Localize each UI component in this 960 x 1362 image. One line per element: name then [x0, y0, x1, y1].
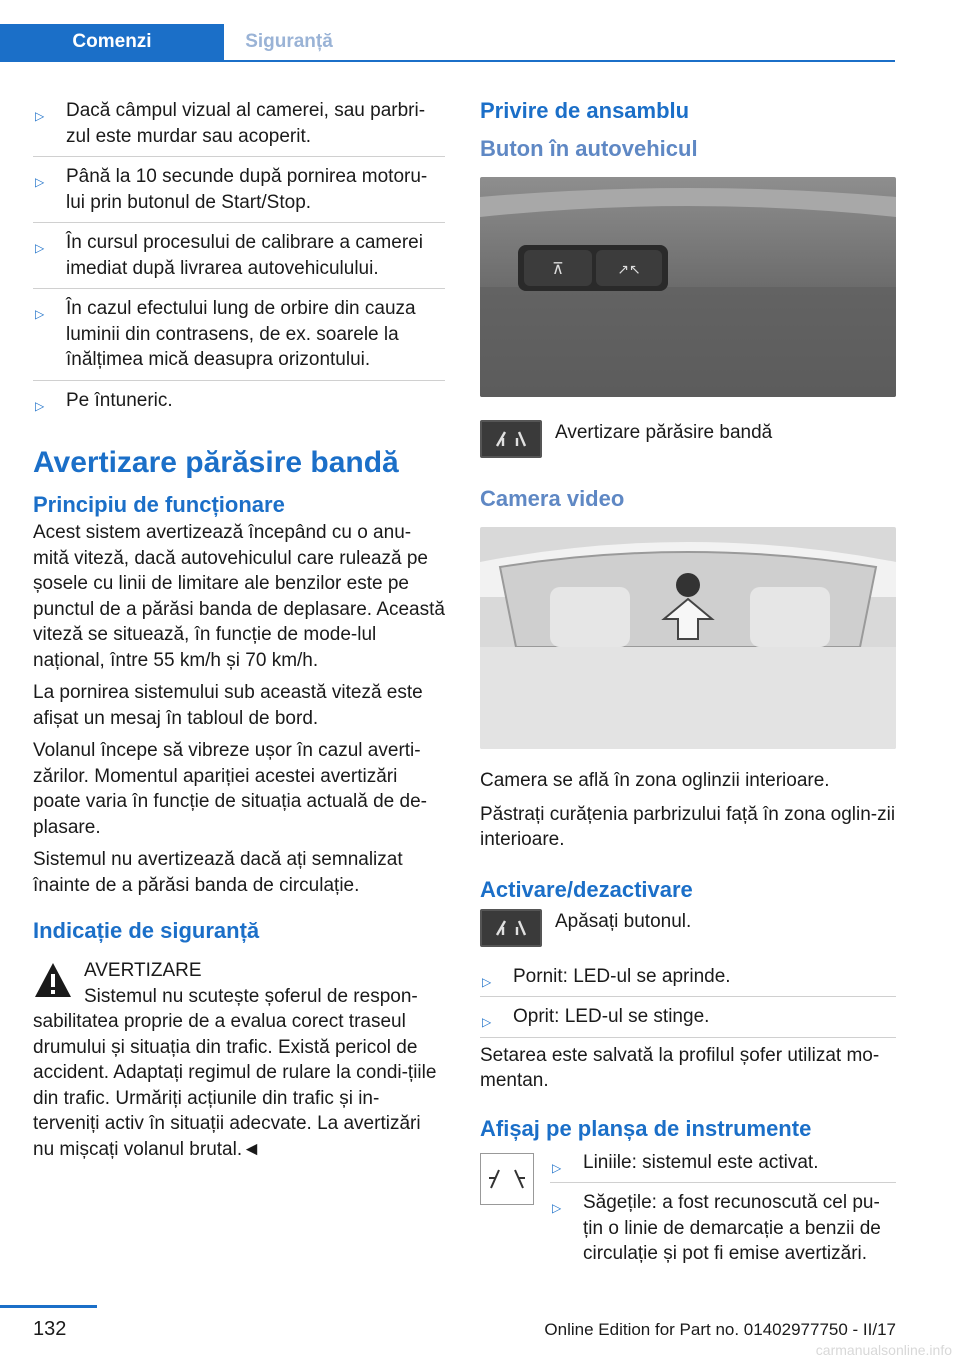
cluster-row — [480, 1143, 896, 1274]
activation-heading: Activare/dezactivare — [480, 876, 693, 902]
list-item: ▷ Pornit: LED-ul se aprinde. — [480, 957, 896, 998]
button-caption-row — [480, 420, 896, 464]
triangle-bullet-icon: ▷ — [35, 175, 45, 189]
list-item: ▷ În cursul procesului de calibrare a camerei imediat după livrarea autovehiculului. — [33, 223, 445, 289]
camera-photo — [480, 527, 896, 749]
svg-text:⊼: ⊼ — [552, 259, 564, 278]
watermark: carmanualsonline.info — [815, 1342, 952, 1358]
triangle-bullet-icon: ▷ — [35, 241, 45, 255]
warning-label: AVERTIZARE — [84, 960, 202, 981]
list-item: ▷ Săgețile: a fost recunoscută cel pu-țin o linie de demarcație a benzii de circulație și pot fi emise avertizări. — [552, 1192, 881, 1264]
principle-heading: Principiu de funcționare — [33, 492, 285, 517]
svg-text:↗↖: ↗↖ — [617, 262, 641, 278]
button-photo — [480, 177, 896, 397]
warning-text: Sistemul nu scutește șoferul de respon-sabilitatea proprie de a evalua corect traseul drumului și situația din trafic. Există pericol de accident. Adaptați regimul de rulare la condi-țiile din trafic. Urmăriți acțiunile din trafic și in-terveniți activ în situații adecvate. La avertizări nu mișcați volanul brutal.◄ — [33, 985, 437, 1160]
list-item: ▷ Oprit: LED-ul se stinge. — [480, 997, 896, 1038]
list-item: ▷ În cazul efectului lung de orbire din cauza luminii din contrasens, de ex. soarele la înălțimea mică deasupra orizontului. — [33, 289, 445, 381]
warning-triangle-icon — [33, 961, 73, 999]
profile-text: Setarea este salvată la profilul șofer utilizat mo-mentan. — [480, 1044, 880, 1091]
edition-text: Online Edition for Part no. 01402977750 - II/17 — [544, 1320, 896, 1339]
section-title: Avertizare părăsire bandă — [33, 446, 399, 479]
list-item: ▷ Până la 10 secunde după pornirea motoru-lui prin butonul de Start/Stop. — [33, 157, 445, 223]
overview-heading: Privire de ansamblu — [480, 98, 690, 123]
safety-heading: Indicație de siguranță — [33, 918, 260, 943]
list-item: ▷ Liniile: sistemul este activat. — [550, 1143, 896, 1184]
camera-heading: Camera video — [480, 486, 625, 511]
activation-row — [480, 909, 896, 953]
activation-list — [480, 957, 896, 1038]
cluster-lines-icon — [480, 1153, 534, 1205]
triangle-bullet-icon: ▷ — [552, 1160, 562, 1175]
button-caption: Avertizare părăsire bandă — [555, 422, 773, 443]
camera-paragraph: Păstrați curățenia parbrizului față în zona oglin-zii interioare. — [480, 803, 896, 850]
principle-paragraph: La pornirea sistemului sub această viteză este afișat un mesaj în tabloul de bord. — [33, 682, 423, 729]
tab-underline — [0, 60, 895, 62]
principle-paragraph: Acest sistem avertizează începând cu o anu-mită viteză, dacă autovehiculul care rulează pe șosele cu linii de limitare ale benzilor este pe punctul de a părăsi banda de deplasare. Această viteză se situează, în funcție de mode-lul național, între 55 km/h și 70 km/h. — [33, 522, 445, 671]
tab-siguranta[interactable]: Siguranță — [245, 31, 333, 52]
warning-block — [33, 958, 445, 984]
list-item: ▷ Pe întuneric. — [33, 381, 445, 421]
button-heading: Buton în autovehicul — [480, 136, 698, 161]
press-button-text: Apăsați butonul. — [555, 910, 692, 932]
cluster-list — [550, 1143, 896, 1274]
triangle-bullet-icon: ▷ — [35, 307, 45, 321]
triangle-bullet-icon: ▷ — [552, 1201, 562, 1215]
left-column — [33, 98, 445, 1162]
triangle-bullet-icon: ▷ — [482, 1015, 492, 1029]
triangle-bullet-icon: ▷ — [35, 398, 45, 413]
footer-rule — [0, 1305, 97, 1308]
right-column — [480, 98, 896, 1274]
principle-paragraph: Sistemul nu avertizează dacă ați semnalizat înainte de a părăsi banda de circulație. — [33, 849, 403, 896]
conditions-list — [33, 91, 445, 420]
page-number: 132 — [33, 1318, 67, 1340]
top-tab-bar — [0, 24, 895, 62]
triangle-bullet-icon: ▷ — [35, 109, 45, 123]
triangle-bullet-icon: ▷ — [482, 974, 492, 989]
lane-departure-icon — [480, 420, 542, 458]
principle-paragraph: Volanul începe să vibreze ușor în cazul averti-zărilor. Momentul apariției acestei avertizări poate varia în funcție de situația actuală de de-plasare. — [33, 740, 427, 838]
lane-departure-button-icon — [480, 909, 542, 947]
list-item: ▷ Dacă câmpul vizual al camerei, sau parbri-zul este murdar sau acoperit. — [33, 91, 445, 157]
cluster-heading: Afișaj pe planșa de instrumente — [480, 1115, 812, 1141]
tab-comenzi[interactable]: Comenzi — [0, 24, 224, 60]
camera-paragraph: Camera se află în zona oglinzii interioare. — [480, 770, 830, 791]
